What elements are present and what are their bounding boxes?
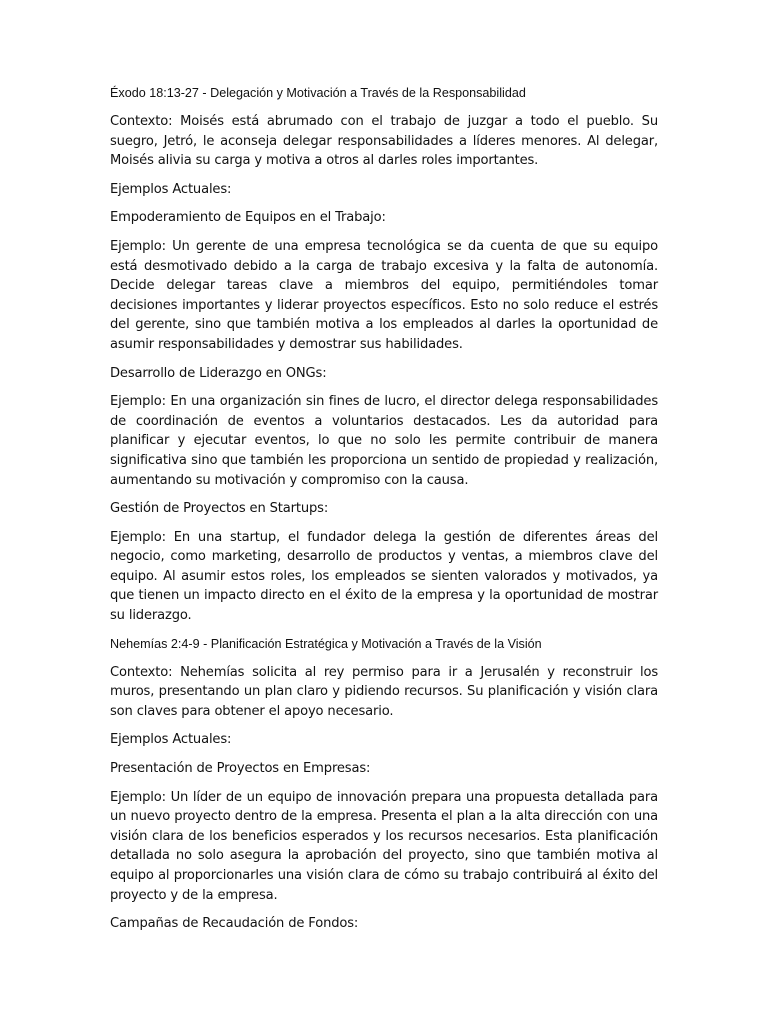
example-title-projects: Presentación de Proyectos en Empresas:	[110, 761, 371, 777]
example-title-teams: Empoderamiento de Equipos en el Trabajo:	[110, 210, 386, 226]
section2-heading: Nehemías 2:4-9 - Planificación Estratégica y Motivación a Través de la Visión	[110, 636, 542, 651]
example-text-ngos: Ejemplo: En una organización sin fines de lucro, el director delega responsabilidades de coordinación de eventos a voluntarios destacados. Les da autoridad para planificar y ejecutar eventos, lo que no solo les permite contribuir de manera significativa sino que también les proporciona un sentido de propiedad y realización, aumentando su motivación y compromiso con la causa.	[110, 394, 658, 488]
document-page	[110, 84, 658, 943]
example-title-fundraising: Campañas de Recaudación de Fondos:	[110, 916, 359, 932]
section2-examples-label: Ejemplos Actuales:	[110, 732, 232, 748]
example-text-projects: Ejemplo: Un líder de un equipo de innovación prepara una propuesta detallada para un nuevo proyecto dentro de la empresa. Presenta el plan a la alta dirección con una visión clara de los beneficios esperados y los recursos necesarios. Esta planificación detallada no solo asegura la aprobación del proyecto, sino que también motiva al equipo al proporcionarles una visión clara de cómo su trabajo contribuirá al éxito del proyecto y de la empresa.	[110, 789, 658, 903]
section1-context: Contexto: Moisés está abrumado con el trabajo de juzgar a todo el pueblo. Su suegro, Jetró, le aconseja delegar responsabilidades a líderes menores. Al delegar, Moisés alivia su carga y motiva a otros al darles roles importantes.	[110, 114, 658, 169]
example-text-teams: Ejemplo: Un gerente de una empresa tecnológica se da cuenta de que su equipo está desmotivado debido a la carga de trabajo excesiva y la falta de autonomía. Decide delegar tareas clave a miembros del equipo, permitiéndoles tomar decisiones importantes y liderar proyectos específicos. Esto no solo reduce el estrés del gerente, sino que también motiva a los empleados al darles la oportunidad de asumir responsabilidades y demostrar sus habilidades.	[110, 238, 658, 352]
section1-heading: Éxodo 18:13-27 - Delegación y Motivación a Través de la Responsabilidad	[110, 86, 526, 100]
section1-examples-label: Ejemplos Actuales:	[110, 181, 232, 197]
section2-context: Contexto: Nehemías solicita al rey permiso para ir a Jerusalén y reconstruir los muros, presentando un plan claro y pidiendo recursos. Su planificación y visión clara son claves para obtener el apoyo necesario.	[110, 664, 658, 719]
example-title-startups: Gestión de Proyectos en Startups:	[110, 501, 329, 517]
example-title-ngos: Desarrollo de Liderazgo en ONGs:	[110, 365, 327, 381]
example-text-startups: Ejemplo: En una startup, el fundador delega la gestión de diferentes áreas del negocio, como marketing, desarrollo de productos y ventas, a miembros clave del equipo. Al asumir estos roles, los empleados se sienten valorados y motivados, ya que tienen un impacto directo en el éxito de la empresa y la oportunidad de mostrar su liderazgo.	[110, 529, 658, 624]
